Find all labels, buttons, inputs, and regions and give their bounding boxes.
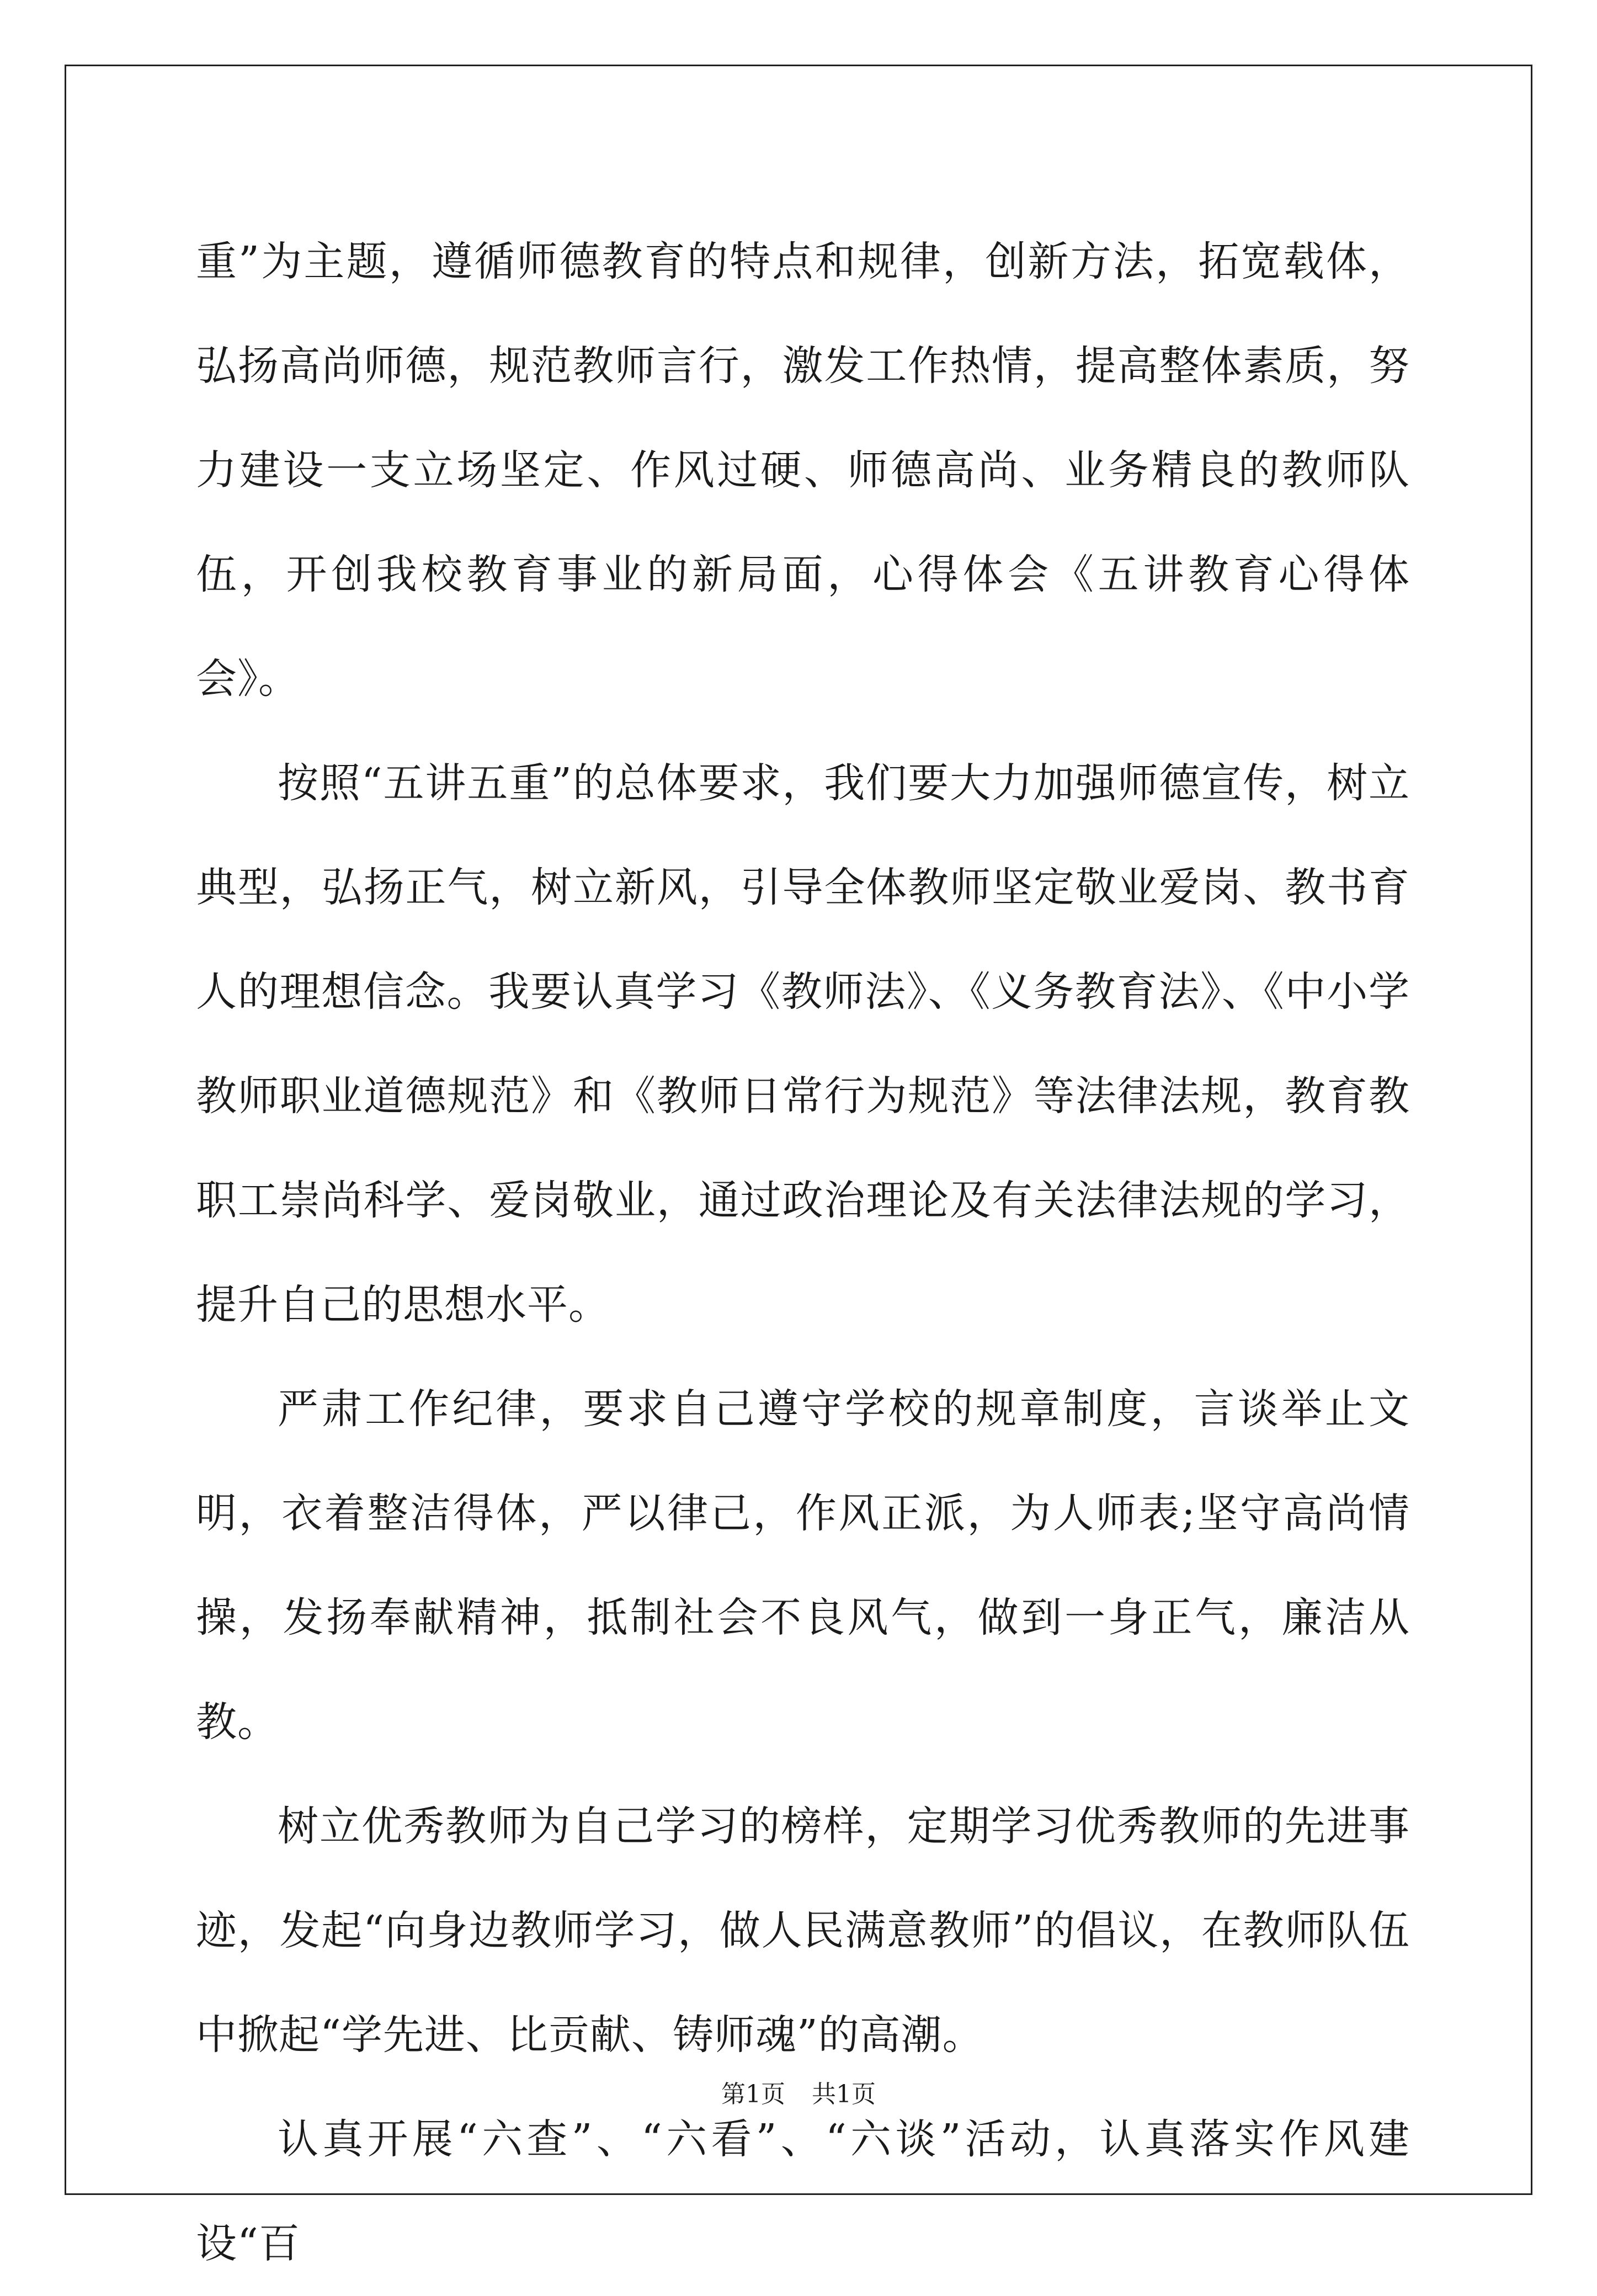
paragraph-1: 重”为主题，遵循师德教育的特点和规律，创新方法，拓宽载体，弘扬高尚师德，规范教师言行，激发工作热情，提高整体素质，努力建设一支立场坚定、作风过硬、师德高尚、业务精良的教师队伍，开创我校教育事业的新局面，心得体会《五讲教育心得体会》。	[196, 238, 1410, 703]
paragraph-2: 按照“五讲五重”的总体要求，我们要大力加强师德宣传，树立典型，弘扬正气，树立新风，引导全体教师坚定敬业爱岗、教书育人的理想信念。我要认真学习《教师法》、《义务教育法》、《中小学教师职业道德规范》和《教师日常行为规范》等法律法规，教育教职工崇尚科学、爱岗敬业，通过政治理论及有关法律法规的学习，提升自己的思想水平。	[196, 759, 1410, 1328]
total-pages: 共1页	[812, 2080, 876, 2108]
paragraph-5: 认真开展“六查”、“六看”、“六谈”活动，认真落实作风建设“百	[196, 2116, 1410, 2267]
document-body	[196, 210, 1410, 2296]
paragraph-3: 严肃工作纪律，要求自己遵守学校的规章制度，言谈举止文明，衣着整洁得体，严以律己，作风正派，为人师表;坚守高尚情操，发扬奉献精神，抵制社会不良风气，做到一身正气，廉洁从教。	[196, 1385, 1410, 1746]
paragraph-4: 树立优秀教师为自己学习的榜样，定期学习优秀教师的先进事迹，发起“向身边教师学习，做人民满意教师”的倡议，在教师队伍中掀起“学先进、比贡献、铸师魂”的高潮。	[196, 1803, 1410, 2059]
page-number: 第1页	[721, 2080, 785, 2108]
page-footer	[0, 2074, 1597, 2109]
